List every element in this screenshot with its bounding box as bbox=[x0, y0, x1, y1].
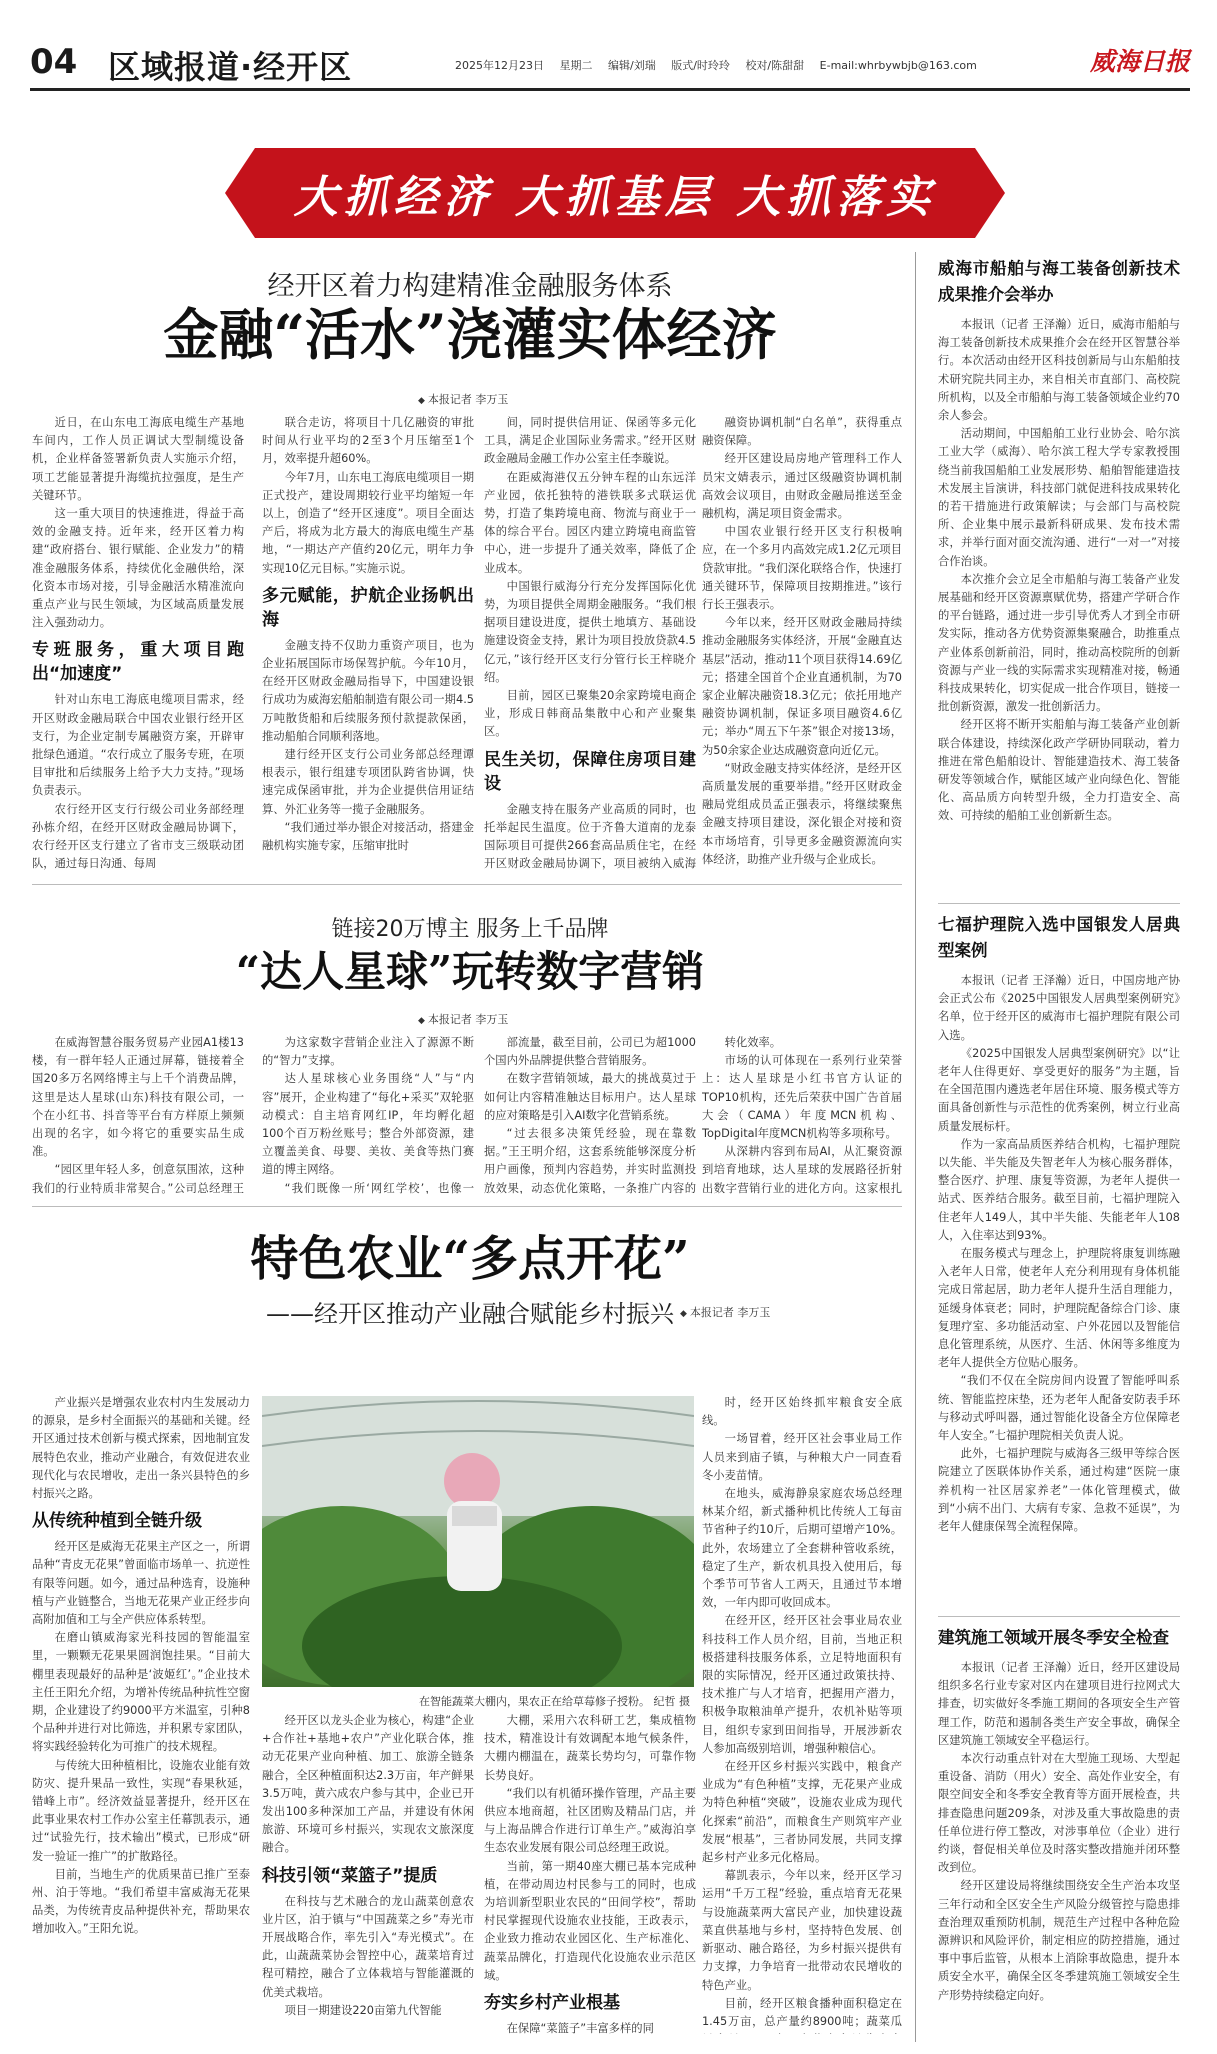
story2-byline: ◆ 本报记者 李万玉 bbox=[418, 1011, 508, 1027]
story3-column-3 bbox=[484, 1712, 696, 2034]
farm-greenhouse-photo bbox=[262, 1396, 694, 1687]
paragraph: 本报讯（记者 王泽瀚）近日，中国房地产协会正式公布《2025中国银发人居典型案例研究》名单，位于经开区的威海市七福护理院有限公司入选。 bbox=[938, 974, 1180, 1042]
paragraph: 在距威海港仅五分钟车程的山东远洋产业园，依托独特的港铁联多式联运优势，打造了集跨境电商、物流与商业于一体的综合平台。园区内建立跨境电商监管中心，进一步提升了通关效率，降低了企业成本。 bbox=[484, 470, 696, 575]
paragraph: 目前，经开区粮食播种面积稳定在1.45万亩，总产量约8900吨；蔬菜瓜 bbox=[702, 1996, 902, 2028]
paragraph: 经开区将不断开实船舶与海工装备产业创新联合体建设，持续深化政产学研协同联动，着力推进在常色船舶设计、智能建造技术、海工装备研发等领域合作，赋能区域产业向绿色化、智能化、高品质方向转型升级，全力打造安全、高效、可持续的船舶工业创新新生态。 bbox=[938, 718, 1180, 823]
paragraph: 在磨山镇威海家光科技园的智能温室里，一颗颗无花果果圆润饱挂果。“目前大棚里表现最好的品种是‘波姬红’。”企业技术主任王阳允介绍，为增补传统品种抗性空窗期，企业建设了约9000平方米温室，引种8个品种并进行对比筛选，并积累专家团队，将实践经验转化为可推广的技术规程。 bbox=[32, 1631, 250, 1754]
paragraph: 《2025中国银发人居典型案例研究》以“让老年人住得更好、享受更好的服务”为主题，旨在全国范围内遴选老年居住环境、服务模式等方面具备创新性与示范性的优秀案例，树立行业高质量发展标杆。 bbox=[938, 1046, 1180, 1133]
story3-subhead-1: 从传统种植到全链升级 bbox=[32, 1511, 202, 1532]
story1-headline[interactable]: 金融“活水”浇灌实体经济 bbox=[163, 302, 777, 367]
paragraph: 在经开区乡村振兴实践中，粮食产业成为“有色种植”支撑，无花果产业成为特色种植“突破”，设施农业成为现代化探索“前沿”，而粮食生产则筑牢产业发展“根基”，三者协同发展，共同支撑起乡村产业多元化格局。 bbox=[702, 1760, 902, 1865]
slogan-text: 大抓经济 大抓基层 大抓落实 bbox=[293, 172, 937, 223]
paragraph: 在科技与艺术融合的龙山蔬菜创意农业片区，泊于镇与“中国蔬菜之乡”寿光市开展战略合作，率先引入“寿光模式”。在此，山蔬蔬菜协会智控中心，蔬菜培育过程可精控，融合了立体栽培与智能灌溉的优美式栽培。 bbox=[262, 1894, 474, 1999]
paragraph: 经开区建设局房地产管理科工作人员宋文婧表示，通过区级融资协调机制高效会议项目，由财政金融局推送至金融机构，满足项目资金需求。 bbox=[702, 452, 902, 521]
paragraph: 建行经开区支行公司业务部总经理谭根表示，银行组建专项团队跨省协调，快速完成保函审批，并为企业提供信用证结算、外汇业务等一揽子金融服务。 bbox=[262, 748, 474, 816]
header-divider bbox=[30, 88, 1190, 91]
page-header bbox=[0, 0, 1217, 86]
paragraph: 目前，当地生产的优质果苗已推广至泰州、泊于等地。“我们希望丰富威海无花果品类，为传统青皮品种提供补充，帮助果农增加收入。”王阳允说。 bbox=[32, 1867, 250, 1936]
paragraph: 此外，七福护理院与威海各三级甲等综合医院建立了医联体协作关系，通过构建“医院一康养机构一社区居家养老”一体化管理模式，做到“小病不出门、大病有专家、急救不延误”，为老年人健康保驾全流程保障。 bbox=[938, 1447, 1180, 1534]
proof-credit: 校对/陈甜甜 bbox=[745, 59, 805, 72]
paragraph: “园区里年轻人多，创意氛围浓，这种我们的行业特质非常契合。”公司总经理王 bbox=[32, 1163, 244, 1194]
sidebar-article-3 bbox=[938, 1625, 1180, 2040]
sidebar-article-1-title[interactable]: 威海市船舶与海工装备创新技术成果推介会举办 bbox=[938, 259, 1180, 304]
paragraph: “财政金融支持实体经济，是经开区高质量发展的重要举措。”经开区财政金融局党组成员孟正强表示，将继续聚焦金融支持项目建设，深化银企对接和资本市场培育，引导更多金融资源流向实体经济，助推产业升级与企业成长。 bbox=[702, 761, 902, 866]
paragraph: 与传统大田种植相比，设施农业能有效防灾、提升果品一致性，实现“春果秋延，错峰上市”。经济效益显著提升，经开区在此事业果农村工作办公室主任幕凯表示，通过“试验先行，技术输出”模式，已形成“研发一验证一推广”的扩散路径。 bbox=[32, 1758, 250, 1863]
paragraph: 转化效率。 bbox=[724, 1036, 782, 1049]
newspaper-logo: 威海日报 bbox=[1090, 47, 1191, 76]
paragraph: 大棚，采用六农科研工艺，集成植物技术，精准设计有效调配本地气候条件，大棚内棚温在，蔬菜长势均匀，可靠作物长势良好。 bbox=[484, 1714, 696, 1782]
paragraph: 产业振兴是增强农业农村内生发展动力的源泉，是乡村全面振兴的基础和关键。经开区通过技术创新与模式探索，因地制宜发展特色农业，推动产业融合，有效促进农业现代化与农民增收，走出一条兴县特色的乡村振兴之路。 bbox=[32, 1396, 250, 1501]
paragraph: 在地头，威海静泉家庭农场总经理林某介绍，新式播种机比传统人工每亩节省种子约10斤，后期可望增产10%。此外，农场建立了全套耕种管收系统，稳定了生产，新农机具投入使用后，每个季节可节省人工两天，且通过节本增效，一年内即可收回成本。 bbox=[702, 1487, 902, 1610]
paragraph: 在保障“菜篮子”丰富多样的同 bbox=[506, 2022, 654, 2034]
paragraph: 为这家数字营销企业注入了源源不断的“智力”支撑。 bbox=[262, 1036, 474, 1068]
paragraph: 项目一期建设220亩第九代智能 bbox=[284, 2003, 442, 2017]
issue-date: 2025年12月23日 bbox=[455, 59, 544, 72]
editor-credit: 编辑/刘瑞 bbox=[608, 59, 656, 72]
paragraph: 从深耕内容到布局AI，从汇聚资源到培育地球，达人星球的发展路径折射出数字营销行业的进化方向。这家根扎 bbox=[702, 1145, 902, 1194]
story1-subhead-1: 专班服务，重大项目跑出“加速度” bbox=[32, 640, 244, 685]
story2-headline[interactable]: “达人星球”玩转数字营销 bbox=[235, 947, 705, 996]
paragraph: 经开区是威海无花果主产区之一，所谓品种“青皮无花果”曾面临市场单一、抗逆性有限等问题。如今，通过品种选育，设施种植与产业链整合，当地无花果产业正经步向高附加值和工与全产供应体系转型。 bbox=[32, 1540, 250, 1627]
paragraph: 间，同时提供信用证、保函等多元化工具，满足企业国际业务需求。”经开区财政金融局金融工作办公室主任李璇说。 bbox=[484, 416, 696, 466]
paragraph: 本报讯（记者 王泽瀚）近日，经开区建设局组织多名行业专家对区内在建项目进行拉网式大排查，切实做好冬季施工期间的各项安全生产管理工作，防范和遏制各类生产安全事故，确保全区建筑施工领域安全平稳运行。 bbox=[938, 1661, 1180, 1747]
paragraph: 针对山东电工海底电缆项目需求，经开区财政金融局联合中国农业银行经开区支行，为企业定制专属融资方案，开辟审批绿色通道。“农行成立了服务专班，在项目审批和后续服务上给予大力支持。”现场负责表示。 bbox=[32, 693, 244, 798]
slogan-banner bbox=[255, 148, 975, 238]
story1-column-3 bbox=[484, 414, 696, 874]
paragraph: 市场的认可体现在一系列行业荣誉上：达人星球是小红书官方认证的TOP10机构，还先后荣获中国广告首届大会（CAMA）年度MCN机构、TopDigital年度MCN机构等多项称号。 bbox=[702, 1054, 902, 1141]
paragraph: “我们通过举办银企对接活动，搭建金融机构实施专家，压缩审批时 bbox=[262, 820, 474, 853]
story1-byline: ◆ 本报记者 李万玉 bbox=[418, 391, 508, 407]
sidebar-divider-1 bbox=[938, 903, 1180, 904]
paragraph: 今年7月，山东电工海底电缆项目一期正式投产，建设周期较行业平均缩短一年以上，创造了“经开区速度”。项目全面达产后，将成为北方最大的海底电缆生产基地，“一期达产产值约20亿元，明年力争实现10亿元目标。”实施示说。 bbox=[262, 470, 474, 575]
paragraph: 联合走访，将项目十几亿融资的审批时间从行业平均的2至3个月压缩至1个月，效率提升超60%。 bbox=[262, 416, 474, 466]
paragraph: 农行经开区支行行级公司业务部经理孙栋介绍，在经开区财政金融局协调下，农行经开区支行建立了省市支三级联动团队，通过每日沟通、每周 bbox=[32, 802, 244, 871]
sidebar-article-3-title[interactable]: 建筑施工领域开展冬季安全检查 bbox=[938, 1628, 1169, 1647]
story1-column-2 bbox=[262, 414, 474, 874]
story2-column-2 bbox=[262, 1034, 474, 1194]
story2-column-1 bbox=[32, 1034, 244, 1194]
story1-column-4 bbox=[702, 414, 902, 874]
paragraph: 本报讯（记者 王泽瀚）近日，威海市船舶与海工装备创新技术成果推介会在经开区智慧谷举行。本次活动由经开区科技创新局与山东船舶技术研究院共同主办，来自相关市直部门、高校院所机构，以及全市船舶与海工装备领域企业约70余人参会。 bbox=[938, 318, 1180, 423]
page-number: 04 bbox=[30, 42, 78, 82]
header-meta bbox=[455, 57, 989, 73]
story3-column-1 bbox=[32, 1394, 250, 2034]
paragraph: 金融支持不仅助力重资产项目，也为企业拓展国际市场保驾护航。今年10月，在经开区财政金融局指导下，中国建设银行成功为威海宏船舶制造有限公司一期4.5万吨散货船和后续服务预付款提款保函，推动船舶合同顺利落地。 bbox=[262, 638, 474, 743]
sidebar-divider-2 bbox=[938, 1616, 1180, 1617]
story3-column-2 bbox=[262, 1712, 474, 2034]
paragraph: 经开区以龙头企业为核心，构建“企业+合作社+基地+农户”产业化联合体，推动无花果产业向种植、加工、旅游全链条融合，全区种植面积达2.3万亩，年产鲜果3.5万吨，黄六成农户参与其中，企业已开发出100多种深加工产品，并建设有休闲旅游、环境可乡村振兴，实现农文旅深度融合。 bbox=[262, 1714, 474, 1855]
paragraph: 近日，在山东电工海底电缆生产基地车间内，工作人员正调试大型制缆设备机，企业样备签署新负责人实施示介绍，项工艺能显著提升海缆抗拉强度，是生产关键环节。 bbox=[32, 416, 244, 502]
paragraph: 部流量，截至目前，公司已为超1000个国内外品牌提供整合营销服务。 bbox=[484, 1036, 696, 1068]
paragraph: “我们不仅在全院房间内设置了智能呼叫系统、智能监控床垫，还为老年人配备安防表手环与移动式呼叫器，通过智能化设备全方位保障老年人安全。”七福护理院相关负责人说。 bbox=[938, 1374, 1180, 1443]
paragraph: 本次行动重点针对在大型施工现场、大型起重设备、消防（用火）安全、高处作业安全，有限空间安全和冬季安全教育等方面开展检查，共排查隐患问题209条，对涉及重大事故隐患的责任单位进行停工整改，对涉事单位（企业）进行约谈，督促相关单位及时落实整改措施并闭环整改到位。 bbox=[938, 1752, 1180, 1875]
story3-subline: ——经开区推动产业融合赋能乡村振兴 bbox=[266, 1300, 674, 1328]
paragraph: 今年以来，经开区财政金融局持续推动金融服务实体经济，开展“金融直达基层”活动，推动11个项目获得14.69亿元；搭建全国首个企业直通机制，为70家企业解决融资18.3亿元；依托用地产融资协调机制，保证多项目融资4.6亿元；举办“周五下午茶”银企对接13场，为50余家企业达成融资意向近亿元。 bbox=[702, 616, 902, 757]
paragraph: 作为一家高品质医养结合机构，七福护理院以失能、半失能及失智老年人为核心服务群体，整合医疗、护理、康复等资源，为老年人提供一站式、医养结合服务。截至目前，七福护理院入住老年人149人，其中半失能、失能老年人108人，入住率达到93%。 bbox=[938, 1137, 1180, 1242]
paragraph: 活动期间，中国船舶工业行业协会、哈尔滨工业大学（威海）、哈尔滨工程大学专家教授围绕当前我国船舶工业发展形势、船舶智能建造技术发展主旨演讲，科技部门就促进科技成果转化的若干措施进行政策解读；与会部门与高校院所、企业集中展示最新科研成果、发布技术需求，并举行面对面交流沟通、进行“一对一”对接合作治谈。 bbox=[938, 427, 1180, 568]
paragraph: 中国农业银行经开区支行积极响应，在一个多月内高效完成1.2亿元项目贷款审批。“我们深化联络合作，快速打通关键环节，保障项目按期推进。”该行行长王强表示。 bbox=[702, 525, 902, 612]
greenhouse-illustration bbox=[262, 1396, 694, 1687]
story2-kicker: 链接20万博主 服务上千品牌 bbox=[331, 917, 609, 942]
paragraph: 达人星球核心业务围绕“人”与“内容”展开，企业构建了“每化+采买”双轮驱动模式：自主培育网红IP，年均孵化超100个百万粉丝账号；整合外部资源，建立覆盖美食、母婴、美妆、美食等热门赛道的博主网络。 bbox=[262, 1072, 474, 1177]
story1-subhead-3: 民生关切，保障住房项目建设 bbox=[484, 749, 696, 794]
paragraph: “我们既像一所‘网红学校’，也像一 bbox=[284, 1181, 474, 1194]
layout-credit: 版式/时玲玲 bbox=[671, 59, 730, 72]
paragraph: “过去很多决策凭经验，现在靠数据。”王王明介绍，这套系统能够深度分析用户画像，预判内容趋势，并实时监测投放效果，动态优化策略，一条推广内容的 bbox=[484, 1127, 696, 1194]
paragraph: 目前，园区已聚集20余家跨境电商企业，形成日韩商品集散中心和产业聚集区。 bbox=[484, 689, 696, 739]
story3-column-4 bbox=[702, 1394, 902, 2034]
paragraph: 这一重大项目的快速推进，得益于高效的金融支持。近年来，经开区着力构建“政府搭台、银行赋能、企业发力”的精准金融服务体系，持续优化金融供给，深化资本市场对接，引导金融活水精准流向重点产业与民生领域，为区域高质量发展注入强劲动力。 bbox=[32, 507, 244, 630]
paragraph: 在威海智慧谷服务贸易产业园A1楼13楼，有一群年轻人正通过屏幕，链接着全国20多万名网络博主与上千个消费品牌，这里是达人星球(山东)科技有限公司，一个在小红书、抖音等平台有方样原上频频出现的名字，如今将它的重要实品生成准。 bbox=[32, 1036, 244, 1159]
section-title: 区域报道·经开区 bbox=[108, 48, 353, 86]
story3-byline: ◆ 本报记者 李万玉 bbox=[680, 1304, 770, 1320]
contact-email[interactable]: E-mail:whrbywbjb@163.com bbox=[819, 59, 977, 72]
paragraph: “我们以有机循环操作管理，产品主要供应本地商超，社区团购及精品门店，并与上海品牌合作进行订单生产。”威海泊享生态农业发展有限公司总经理王政说。 bbox=[484, 1786, 696, 1855]
paragraph: 经开区建设局将继续围绕安全生产治本攻坚三年行动和全区安全生产风险分级管控与隐患排查治理双重预防机制，规范生产过程中各种危险源辨识和风险评价，制定相应的防控措施，通过事中事后监管，从根本上消除事故隐患，提升本质安全水平，确保全区冬季建筑施工领域安全生产形势持续稳定向好。 bbox=[938, 1879, 1180, 2002]
story3-subhead-3: 夯实乡村产业根基 bbox=[484, 1993, 620, 2014]
issue-weekday: 星期二 bbox=[559, 59, 593, 72]
paragraph: 中国银行威海分行充分发挥国际化优势，为项目提供全周期金融服务。“我们根据项目建设进度，提供土地填方、基础设施建设资金支持，累计为项目投放贷款4.5亿元，”该行经开区支行分管行长王梓晓介绍。 bbox=[484, 579, 696, 684]
sidebar-article-2-title[interactable]: 七福护理院入选中国银发人居典型案例 bbox=[938, 915, 1180, 960]
story1-subhead-2: 多元赋能，护航企业扬帆出海 bbox=[262, 585, 474, 630]
photo-caption: 在智能蔬菜大棚内，果农正在给草莓修子授粉。 纪哲 摄 bbox=[419, 1695, 690, 1708]
sidebar-article-1 bbox=[938, 256, 1180, 896]
story1-column-1 bbox=[32, 414, 244, 874]
paragraph: 本次推介会立足全市船舶与海工装备产业发展基础和经开区资源禀赋优势，搭建产学研合作的平台链路，通过进一步引导优秀人才到全市研发实际，推动各方优势资源集聚融合，助推重点产业体系创新前沿，同时，推动高校院所的创新资源与产业一线的实际需求实现精准对接，畅通科技成果转化，切实促成一批合作项目，链接一批创新资源，激发一批创新活力。 bbox=[938, 572, 1180, 714]
paragraph: 幕凯表示，今年以来，经开区学习运用“千万工程”经验，重点培育无花果与设施蔬菜两大富民产业，加快建设蔬菜直供基地与乡村，坚持特色发展、创新驱动、融合路径，为乡村振兴提供有力支撑，力争培育一批带动农民增收的特色产业。 bbox=[702, 1869, 902, 1992]
paragraph: 在经开区，经开区社会事业局农业科技科工作人员介绍，目前，当地正积极搭建科技服务体系，立足特地面积有限的实际情况，经开区通过政策扶持、技术推广与人才培育，把握用产潜力，积极争取粮油单产提升，农机补贴等项目，组织专家到田间指导，开展涉新农人参加高级别培训，增强种粮信心。 bbox=[702, 1614, 902, 1755]
story-divider bbox=[32, 884, 902, 885]
paragraph: 融资协调机制“白名单”，获得重点融资保障。 bbox=[702, 416, 902, 448]
story2-column-4 bbox=[702, 1034, 902, 1194]
paragraph: 时，经开区始终抓牢粮食安全底线。 bbox=[702, 1396, 902, 1428]
sidebar-article-2 bbox=[938, 912, 1180, 1612]
story3-subhead-2: 科技引领“菜篮子”提质 bbox=[262, 1865, 438, 1886]
paragraph: 在数字营销领域，最大的挑战莫过于如何让内容精准触达目标用户。达人星球的应对策略是引入AI数字化营销系统。 bbox=[484, 1072, 696, 1122]
story2-column-3 bbox=[484, 1034, 696, 1194]
story-divider bbox=[32, 1206, 902, 1207]
paragraph: 当前，第一期40座大棚已基本完成种植，在带动周边村民参与工的同时，也成为培训新型职业农民的“田间学校”，帮助村民掌握现代设施农业技能，王政表示，企业致力推动农业园区化、生产标准化、蔬菜品牌化，打造现代化设施农业示范区域。 bbox=[484, 1859, 696, 1982]
paragraph: 一场冒着，经开区社会事业局工作人员来到庙子镇，与种粮大户一同查看冬小麦苗情。 bbox=[702, 1432, 902, 1482]
story3-headline[interactable]: 特色农业“多点开花” bbox=[250, 1231, 690, 1287]
story1-kicker: 经开区着力构建精准金融服务体系 bbox=[267, 271, 673, 302]
paragraph: 金融支持在服务产业高质的同时，也托举起民生温度。位于齐鲁大道南的龙泰国际项目可提供266套高品质住宅，在经开区财政金融局协调下，项目被纳入威海 bbox=[484, 802, 696, 871]
sidebar-divider bbox=[915, 252, 916, 2042]
paragraph: 在服务模式与理念上，护理院将康复训练融入老年人日常，使老年人充分利用现有身体机能完成日常起居，助力老年人提升生活自理能力，延缓身体衰老；同时，护理院配备综合门诊、康复理疗室、多功能活动室、户外花园以及智能信息化管理系统，从医疗、生活、休闲等多维度为老年人提供全方位贴心服务。 bbox=[938, 1247, 1180, 1370]
